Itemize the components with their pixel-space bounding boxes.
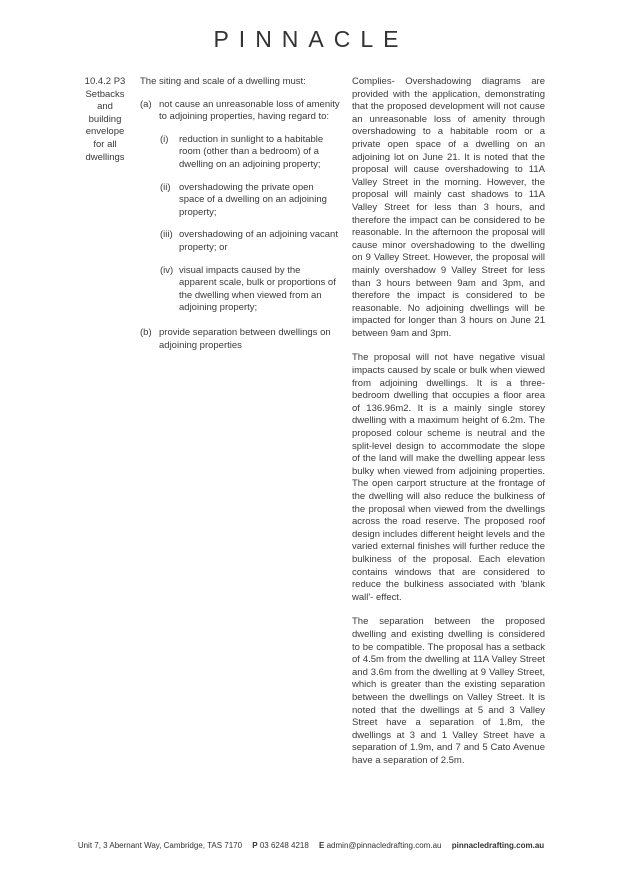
company-logo: PINNACLE — [213, 26, 409, 52]
footer-website[interactable]: pinnacledrafting.com.au — [451, 841, 545, 850]
subitem-text: overshadowing the private open space of a dwelling on an adjoining property; — [179, 181, 327, 218]
clause-reference: 10.4.2 P3 Setbacks and building envelope for all dwellings — [84, 76, 126, 163]
criteria-subitem-ii — [140, 182, 340, 220]
subitem-label: (ii) — [160, 181, 171, 193]
criteria-subitem-iv — [140, 265, 340, 315]
criteria-subitem-iii — [140, 229, 340, 254]
response-paragraph-visual-impact: The proposal will not have negative visual impacts caused by scale or bulk when viewed from adjoining dwellings. It is a three-bedroom dwelling that occupies a floor area of 136.96m2. It is a mainly single storey dwelling with a maximum height of 6.2m. The proposed colour scheme is neutral and the split-level design to accommodate the slope of the land will make the dwelling appear less bulky when viewed from adjoining properties. The open carport structure at the frontage of the dwelling will also reduce the bulkiness of the proposal when viewed from the dwellings across the road reserve. The proposed roof design includes different height levels and the varied external finishes will further reduce the bulkiness of the proposal. Each elevation contains windows that are considered to reduce the bulkiness associated with 'blank wall'- effect. — [352, 352, 545, 603]
subitem-text: reduction in sunlight to a habitable room (other than a bedroom) of a dwelling on an adjoining property; — [179, 133, 324, 170]
item-label: (a) — [140, 98, 152, 110]
footer-phone-label: P — [252, 841, 258, 850]
subitem-label: (iii) — [160, 229, 173, 241]
response-paragraph-overshadowing: Complies- Overshadowing diagrams are provided with the application, demonstrating that the proposed development will not cause an unreasonable loss of amenity through overshadowing to a habitable room or a private open space of a dwelling on an adjoining lot on June 21. It is noted that the proposal will cause overshadowing to 11A Valley Street in the morning. However, the proposal will mainly cast shadows to 11A Valley Street for less than 3 hours, and therefore the impact can be considered to be reasonable. In the afternoon the proposal will cause minor overshadowing to the dwelling on 9 Valley Street. However, the proposal will mainly overshadow 9 Valley Street for less than 3 hours between 9am and 3pm, and therefore the impact is considered to be reasonable. No adjoining dwellings will be impacted for longer than 3 hours on June 21 between 9am and 3pm. — [352, 76, 545, 339]
subitem-text: overshadowing of an adjoining vacant property; or — [179, 229, 338, 253]
criteria-item-a — [140, 99, 340, 124]
subitem-label: (i) — [160, 133, 169, 145]
footer-address: Unit 7, 3 Abernant Way, Cambridge, TAS 7170 — [77, 841, 243, 850]
subitem-text: visual impacts caused by the apparent scale, bulk or proportions of the dwelling when viewed from an adjoining property; — [179, 264, 336, 314]
footer-email[interactable]: admin@pinnacledrafting.com.au — [326, 841, 442, 850]
footer-email-label: E — [319, 841, 325, 850]
compliance-response — [352, 76, 545, 779]
page-footer — [0, 841, 622, 850]
performance-criteria — [140, 76, 340, 352]
item-text: not cause an unreasonable loss of amenity to adjoining properties, having regard to: — [159, 98, 340, 123]
criteria-subitem-i — [140, 134, 340, 172]
item-label: (b) — [140, 326, 152, 338]
subitem-label: (iv) — [160, 264, 174, 276]
criteria-intro: The siting and scale of a dwelling must: — [140, 76, 306, 87]
response-paragraph-separation: The separation between the proposed dwelling and existing dwelling is considered to be compatible. The proposal has a setback of 4.5m from the dwelling at 11A Valley Street and 3.6m from the dwelling at 9 Valley Street, which is greater than the existing separation between the dwellings on Valley Street. It is noted that the dwellings at 5 and 3 Valley Street have a separation of 1.8m, the dwellings at 3 and 1 Valley Street have a separation of 1.9m, and 7 and 5 Cato Avenue have a separation of 2.5m. — [352, 616, 545, 766]
footer-phone: 03 6248 4218 — [259, 841, 309, 850]
item-text: provide separation between dwellings on adjoining properties — [159, 326, 331, 351]
criteria-item-b — [140, 327, 340, 352]
